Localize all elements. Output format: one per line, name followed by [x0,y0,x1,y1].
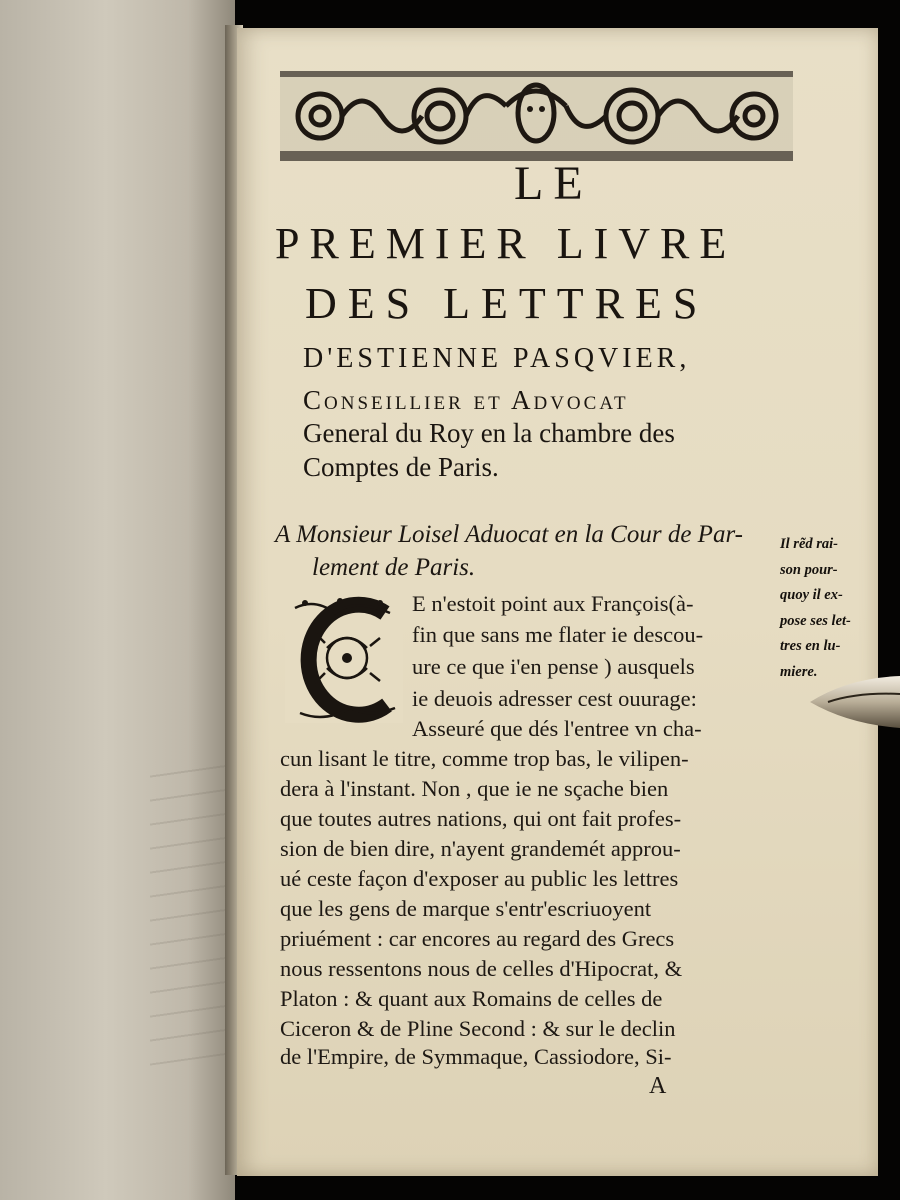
title-des-lettres: DES LETTRES [305,279,709,328]
text-line-15: Ciceron & de Pline Second : & sur le declin [280,1016,676,1041]
marginal-note-line: son pour- [780,561,838,578]
text-line-9: sion de bien dire, n'ayent grandemét approu- [280,836,681,861]
marginal-note [780,532,900,685]
text-line-6: cun lisant le titre, comme trop bas, le vilipen- [280,746,689,771]
marginal-note-line: pose ses let- [780,612,851,629]
facing-page [0,0,235,1200]
title-general: General du Roy en la chambre des [303,418,675,448]
text-line-7: dera à l'instant. Non , que ie ne sçache bien [280,776,669,801]
text-line-12: priuément : car encores au regard des Grecs [280,926,675,951]
text-line-11: que les gens de marque s'entr'escriuoyent [280,896,652,921]
decorated-initial-c [285,593,403,723]
address-line-1: A Monsieur Loisel Aduocat en la Cour de Par- [275,521,743,548]
pointer-tool-icon [808,672,900,736]
ornamental-headpiece [280,71,793,161]
marginal-note-line: tres en lu- [780,638,841,654]
address-line-2: lement de Paris. [312,554,476,581]
bleed-through-text [150,754,230,1065]
text-line-14: Platon : & quant aux Romains de celles de [280,986,663,1011]
letter-address [275,518,815,584]
text-line-3: ure ce que i'en pense ) ausquels [412,654,695,679]
text-line-8: que toutes autres nations, qui ont fait profes- [280,806,682,831]
text-line-1: E n'estoit point aux François(à- [412,591,694,616]
marginal-note-line: miere. [780,663,818,680]
text-line-5: Asseuré que dés l'entree vn cha- [412,716,702,741]
text-line-4: ie deuois adresser cest ouurage: [412,686,697,711]
text-line-13: nous ressentons nous de celles d'Hipocrat, & [280,956,683,981]
text-line-16: de l'Empire, de Symmaque, Cassiodore, Si- [280,1044,672,1069]
text-line-10: ué ceste façon d'exposer au public les lettres [280,866,679,891]
title-office: Conseillier et Advocat [303,385,629,415]
signature-mark: A [649,1073,667,1099]
marginal-note-line: Il rẽd rai- [780,536,838,552]
title-le: LE [514,157,593,210]
marginal-note-line: quoy il ex- [780,587,843,603]
text-line-2: fin que sans me flater ie descou- [412,622,704,647]
title-author: D'ESTIENNE PASQVIER, [303,343,691,374]
title-comptes: Comptes de Paris. [303,452,499,482]
title-premier-livre: PREMIER LIVRE [275,219,737,268]
